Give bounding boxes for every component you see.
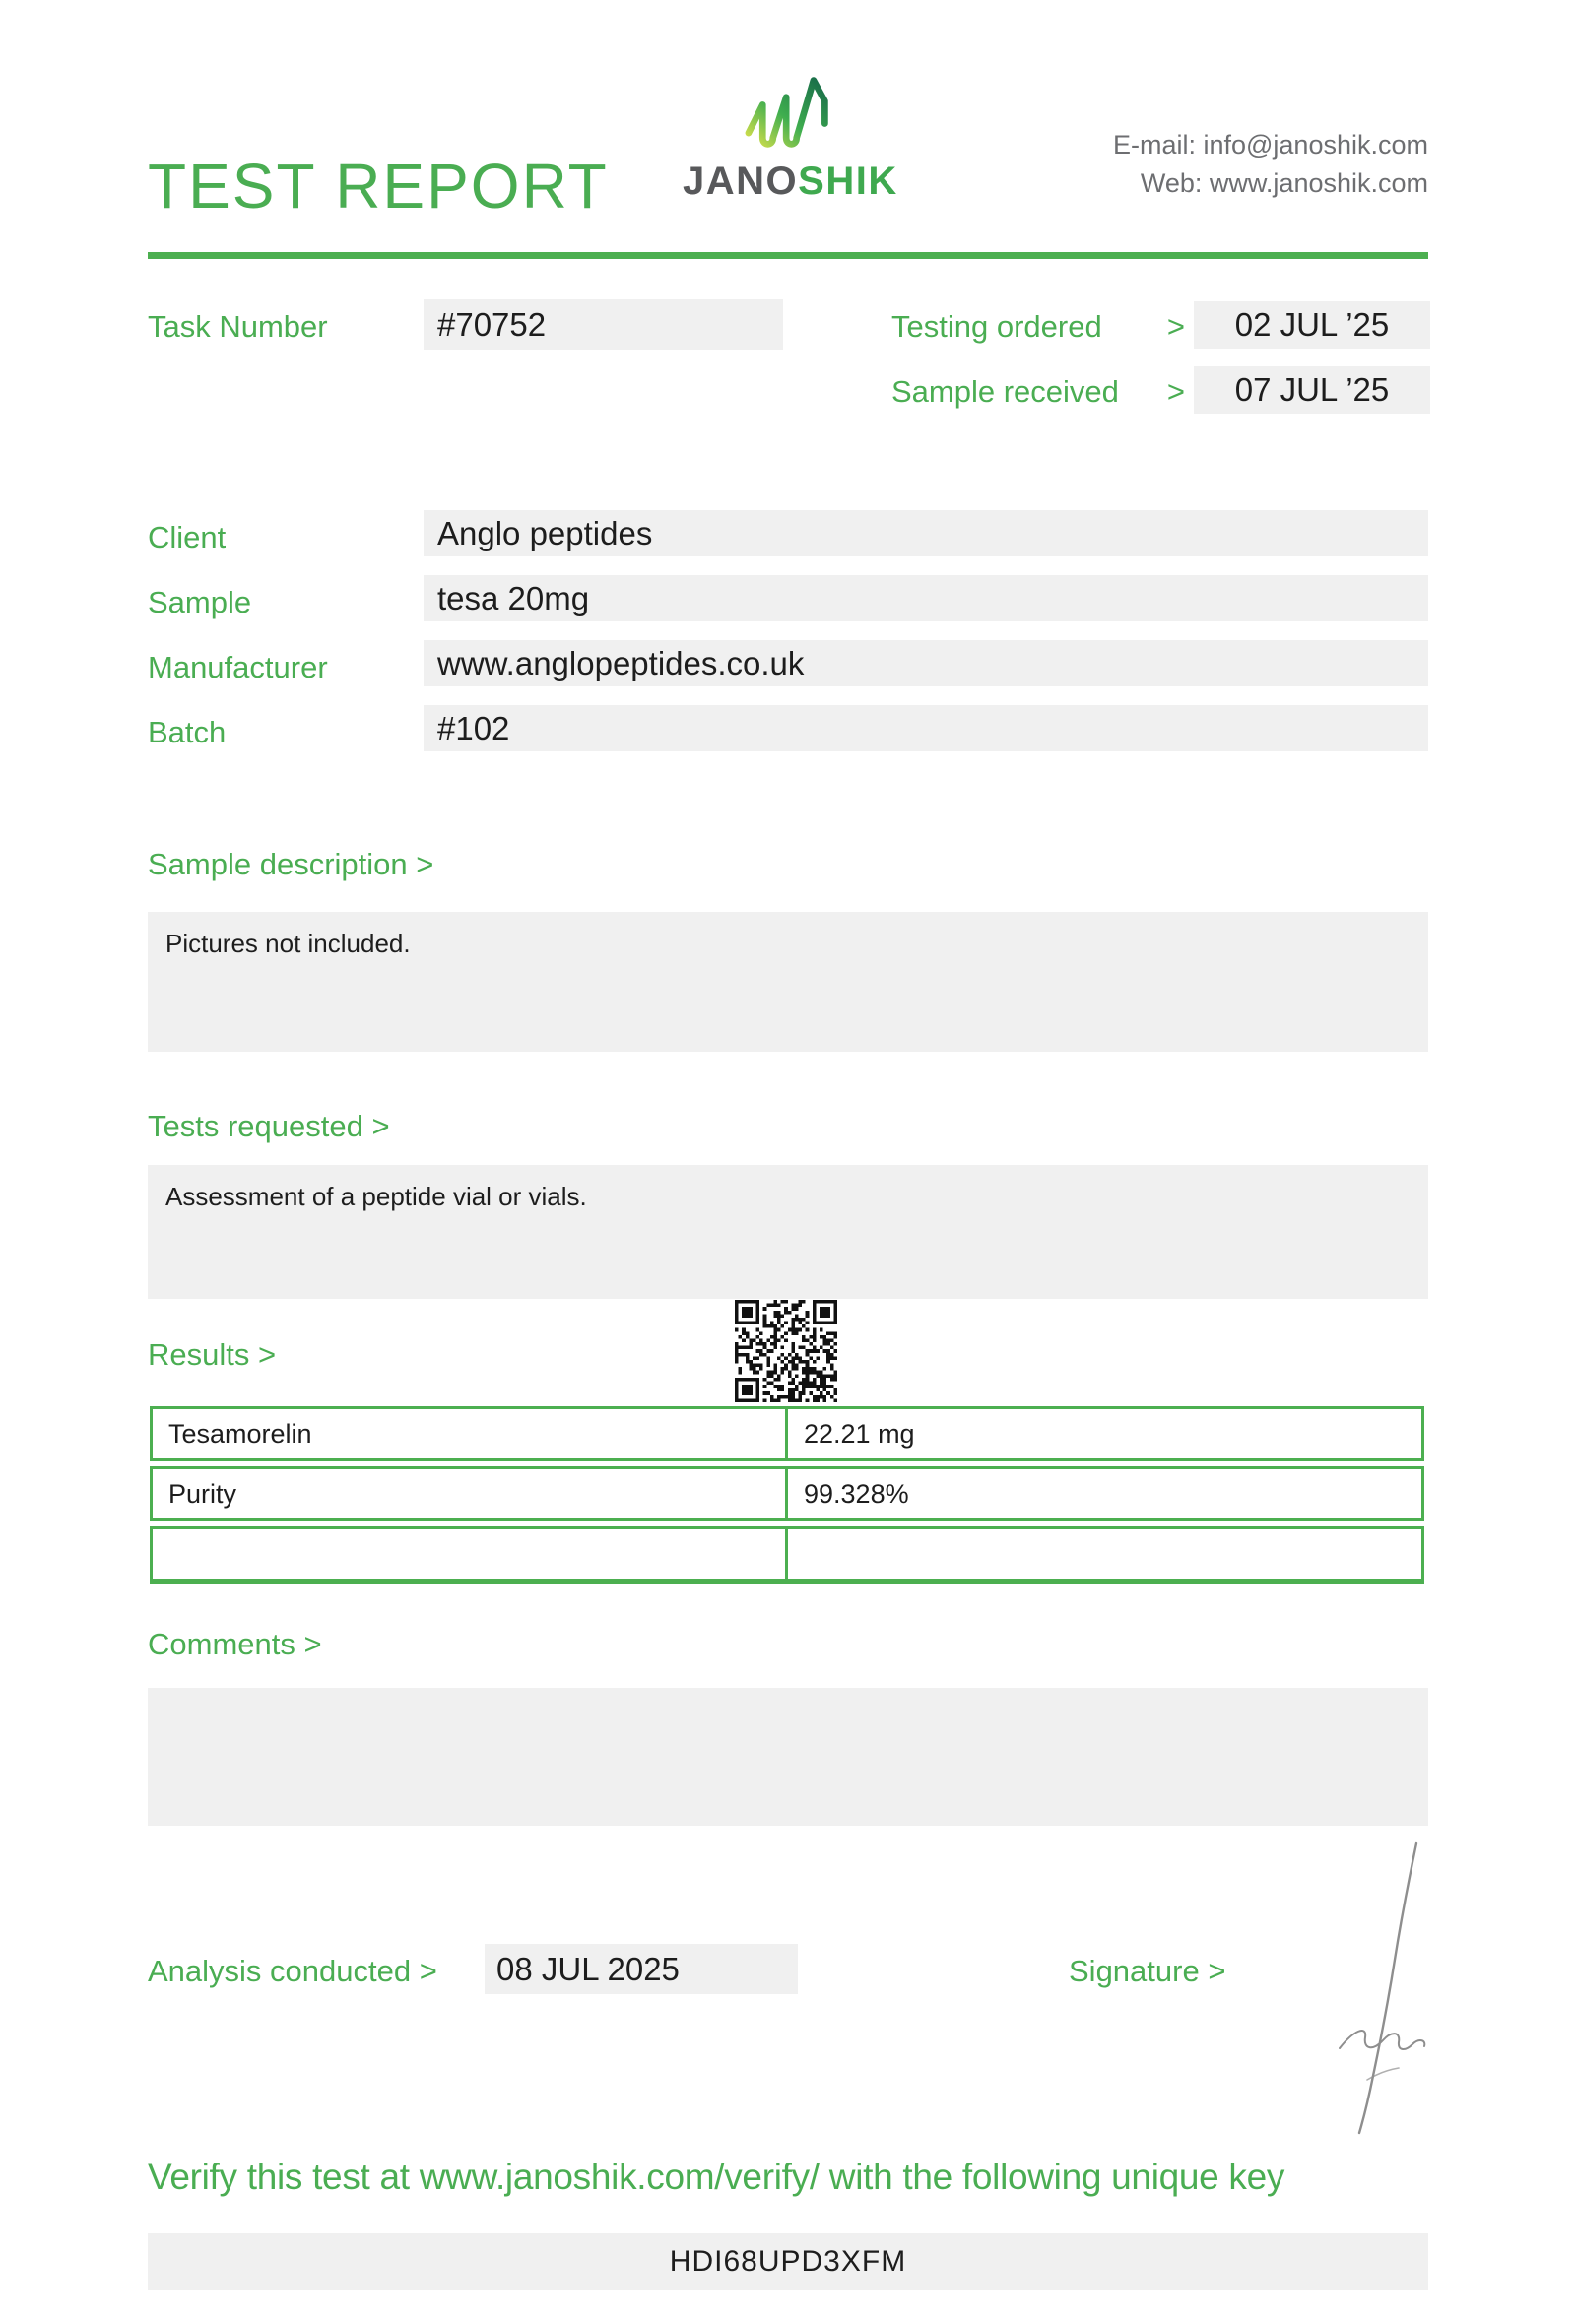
- verify-instruction: Verify this test at www.janoshik.com/verify/ with the following unique key: [148, 2157, 1285, 2197]
- page-title: TEST REPORT: [148, 151, 609, 222]
- chevron-right-icon: >: [1166, 374, 1185, 409]
- result-row: [150, 1526, 1424, 1584]
- analysis-date-value: 08 JUL 2025: [485, 1944, 798, 1994]
- result-row: [150, 1466, 1424, 1521]
- result-value-cell: 99.328%: [804, 1479, 909, 1509]
- contact-email: E-mail: info@janoshik.com: [1112, 130, 1428, 160]
- tests-requested-heading: Tests requested >: [148, 1109, 390, 1143]
- signature-label: Signature >: [1069, 1954, 1226, 1988]
- contact-block: [1113, 126, 1428, 203]
- tests-requested-text: Assessment of a peptide vial or vials.: [165, 1182, 587, 1211]
- sample-label: Sample: [148, 585, 252, 619]
- result-name-cell: Purity: [153, 1469, 788, 1518]
- batch-label: Batch: [148, 715, 227, 749]
- qr-code: [735, 1300, 837, 1402]
- result-value-cell: [788, 1529, 1421, 1579]
- task-number-value: #70752: [424, 299, 783, 350]
- manufacturer-label: Manufacturer: [148, 650, 328, 684]
- logo-text: [683, 161, 897, 201]
- task-number-label: Task Number: [148, 309, 328, 344]
- client-value: Anglo peptides: [424, 510, 1428, 556]
- results-table: [150, 1406, 1424, 1584]
- client-label: Client: [148, 520, 227, 554]
- logo-text-shik: SHIK: [798, 160, 898, 203]
- result-name-cell: Tesamorelin: [153, 1409, 788, 1458]
- handwritten-signature: [1310, 1838, 1478, 2143]
- manufacturer-value: www.anglopeptides.co.uk: [424, 640, 1428, 686]
- result-name-cell: [153, 1529, 788, 1579]
- comments-heading: Comments >: [148, 1627, 322, 1661]
- tests-requested-box: [148, 1165, 1428, 1299]
- sample-description-box: [148, 912, 1428, 1052]
- sample-received-label: Sample received >: [891, 374, 1185, 409]
- growth-chart-icon: [742, 71, 838, 158]
- chevron-right-icon: >: [1166, 309, 1185, 344]
- contact-web: Web: www.janoshik.com: [1140, 168, 1428, 199]
- result-row: [150, 1406, 1424, 1461]
- janoshik-logo: [683, 71, 897, 201]
- result-value-cell: 22.21 mg: [804, 1419, 915, 1449]
- testing-ordered-value: 02 JUL ’25: [1194, 301, 1430, 349]
- sample-description-text: Pictures not included.: [165, 929, 411, 958]
- results-heading: Results >: [148, 1337, 277, 1372]
- sample-received-value: 07 JUL ’25: [1194, 366, 1430, 414]
- testing-ordered-label: Testing ordered >: [891, 309, 1185, 344]
- sample-value: tesa 20mg: [424, 575, 1428, 621]
- batch-value: #102: [424, 705, 1428, 751]
- analysis-conducted-label: Analysis conducted >: [148, 1954, 437, 1988]
- verify-key: HDI68UPD3XFM: [148, 2233, 1428, 2290]
- header-divider: [148, 252, 1428, 259]
- sample-description-heading: Sample description >: [148, 847, 434, 881]
- comments-box: [148, 1688, 1428, 1826]
- logo-text-jano: JANO: [683, 160, 799, 203]
